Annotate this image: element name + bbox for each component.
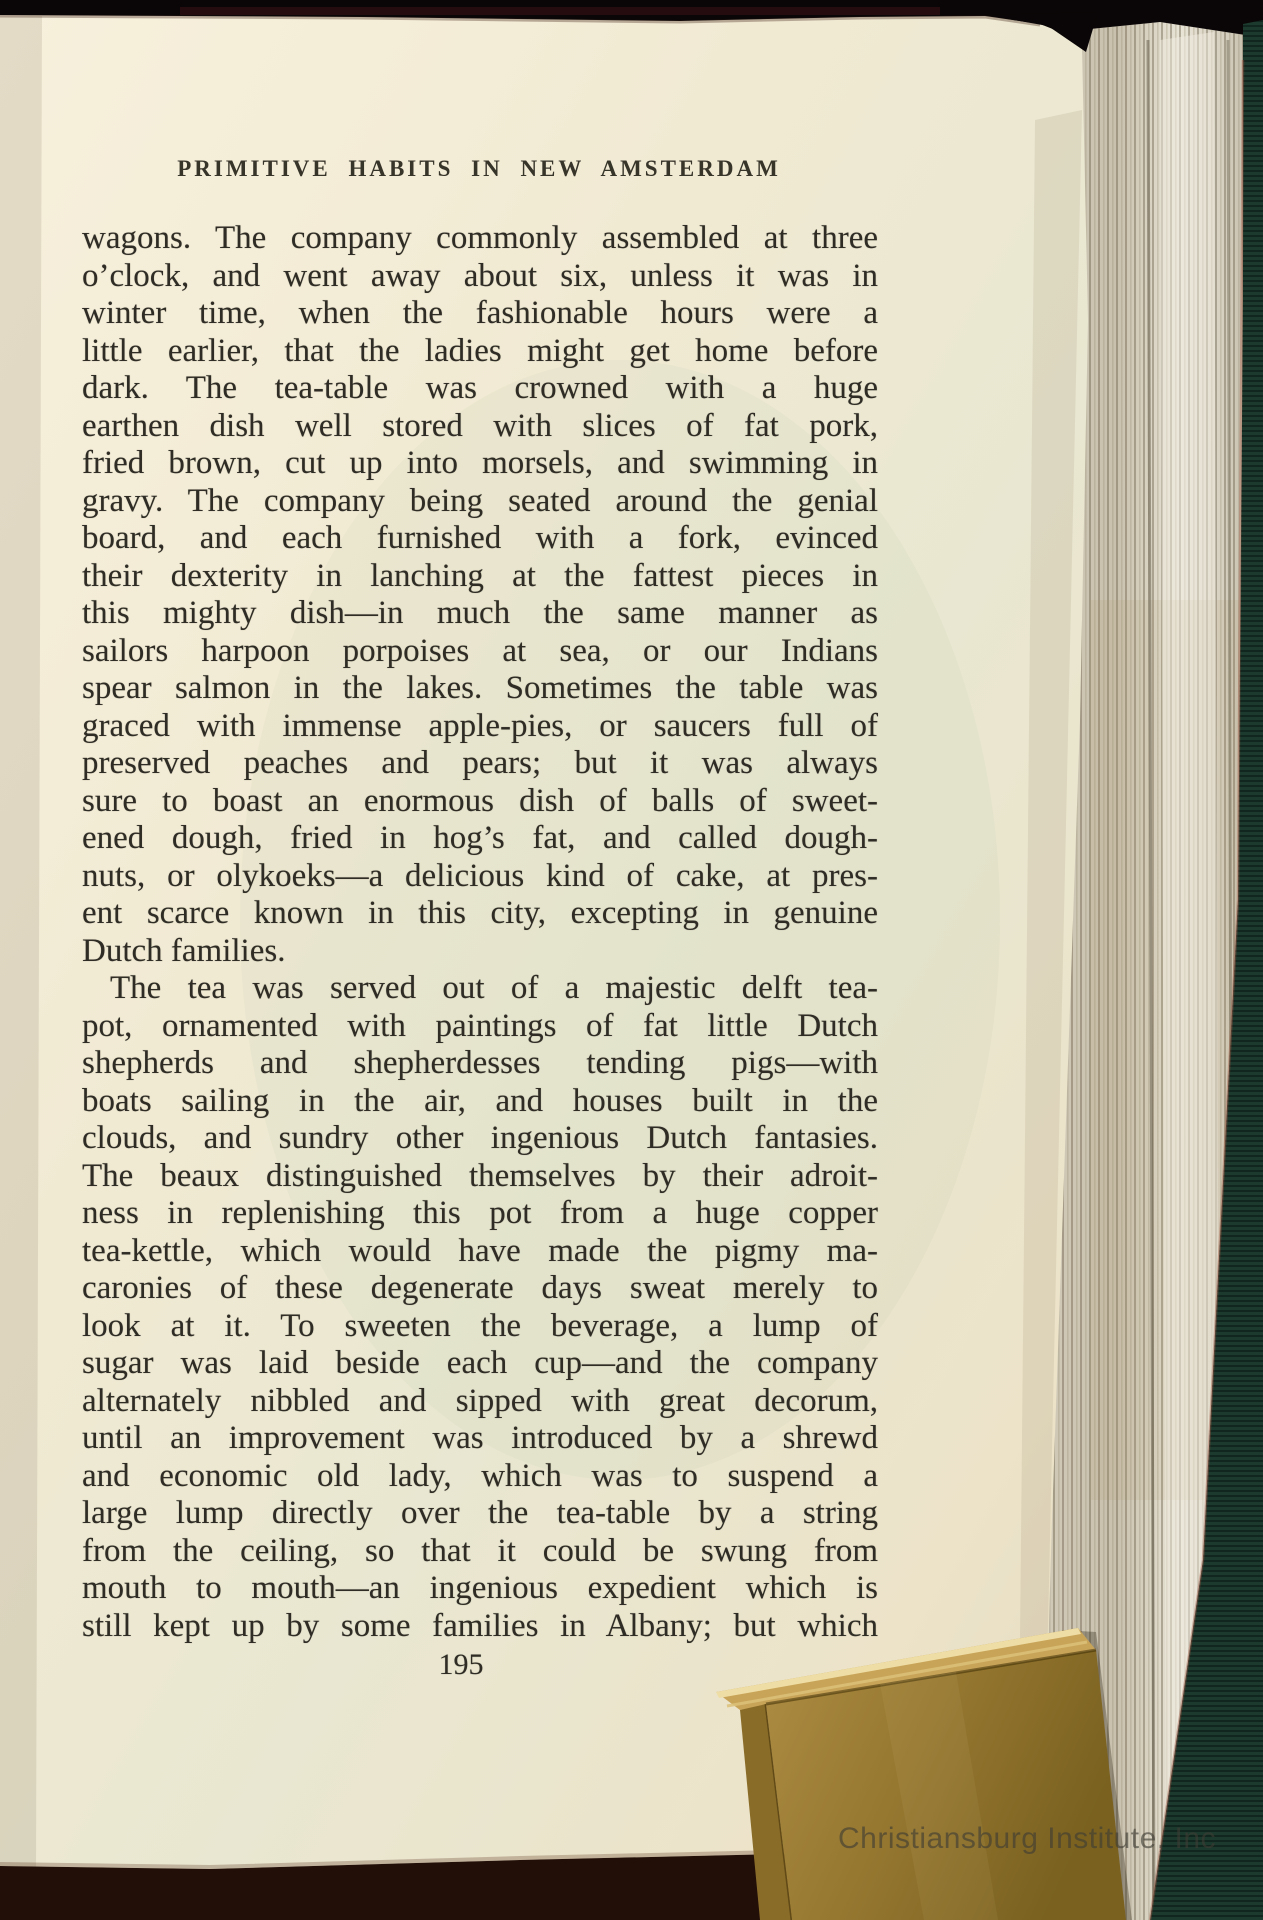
page-line: mouth to mouth—an ingenious expedient which is <box>82 1570 878 1606</box>
page-line: large lump directly over the tea-table by a string <box>82 1495 878 1531</box>
page-line: gravy. The company being seated around the genial <box>82 482 878 519</box>
page-line: look at it. To sweeten the beverage, a lump of <box>82 1307 878 1344</box>
page-line: alternately nibbled and sipped with great decorum, <box>82 1382 878 1419</box>
page-line: boats sailing in the air, and houses built in the <box>82 1082 878 1119</box>
page-header: PRIMITIVE HABITS IN NEW AMSTERDAM <box>177 156 781 181</box>
page-line: until an improvement was introduced by a shrewd <box>82 1420 878 1456</box>
page-line: shepherds and shepherdesses tending pigs—with <box>82 1045 878 1081</box>
page-line: earthen dish well stored with slices of fat pork, <box>82 407 878 444</box>
page-line: wagons. The company commonly assembled at three <box>82 220 878 256</box>
page-line: board, and each furnished with a fork, evinced <box>82 520 878 556</box>
page-line: spear salmon in the lakes. Sometimes the table was <box>82 670 878 706</box>
page-line: winter time, when the fashionable hours were a <box>82 295 878 331</box>
page-line: o’clock, and went away about six, unless it was in <box>82 257 878 294</box>
page-line: still kept up by some families in Albany; but which <box>82 1607 878 1644</box>
page-line: fried brown, cut up into morsels, and swimming in <box>82 445 878 481</box>
page-line: clouds, and sundry other ingenious Dutch fantasies. <box>82 1120 878 1156</box>
page-line: tea-kettle, which would have made the pigmy ma- <box>82 1232 878 1269</box>
page-line: ness in replenishing this pot from a huge copper <box>82 1195 878 1231</box>
page-line: graced with immense apple-pies, or saucers full of <box>82 707 878 744</box>
page-line: The beaux distinguished themselves by their adroit- <box>82 1157 878 1194</box>
page-line: sailors harpoon porpoises at sea, or our Indians <box>82 632 878 669</box>
watermark-text: Christiansburg Institute, Inc <box>838 1822 1217 1855</box>
page-line: nuts, or olykoeks—a delicious kind of cake, at pres- <box>82 857 878 894</box>
page-line: sure to boast an enormous dish of balls of sweet- <box>82 782 878 819</box>
page-line: dark. The tea-table was crowned with a huge <box>82 370 878 406</box>
page-line: ened dough, fried in hog’s fat, and called dough- <box>82 820 878 856</box>
page-line: sugar was laid beside each cup—and the company <box>82 1345 878 1381</box>
page-line: little earlier, that the ladies might get home before <box>82 332 878 369</box>
page-number: 195 <box>438 1648 484 1681</box>
page-line: caronies of these degenerate days sweat merely to <box>82 1270 878 1306</box>
page-line: from the ceiling, so that it could be swung from <box>82 1532 878 1569</box>
page-line: The tea was served out of a majestic delft tea- <box>110 970 878 1006</box>
page-line: pot, ornamented with paintings of fat little Dutch <box>82 1007 878 1044</box>
page-line: their dexterity in lanching at the fattest pieces in <box>82 557 878 594</box>
page-line: preserved peaches and pears; but it was always <box>82 745 878 781</box>
page-line: this mighty dish—in much the same manner as <box>82 595 878 631</box>
body-lines <box>82 220 878 1645</box>
page-line: ent scarce known in this city, excepting in genuine <box>82 895 878 931</box>
page-line: Dutch families. <box>82 932 286 969</box>
page-line: and economic old lady, which was to suspend a <box>82 1457 878 1494</box>
